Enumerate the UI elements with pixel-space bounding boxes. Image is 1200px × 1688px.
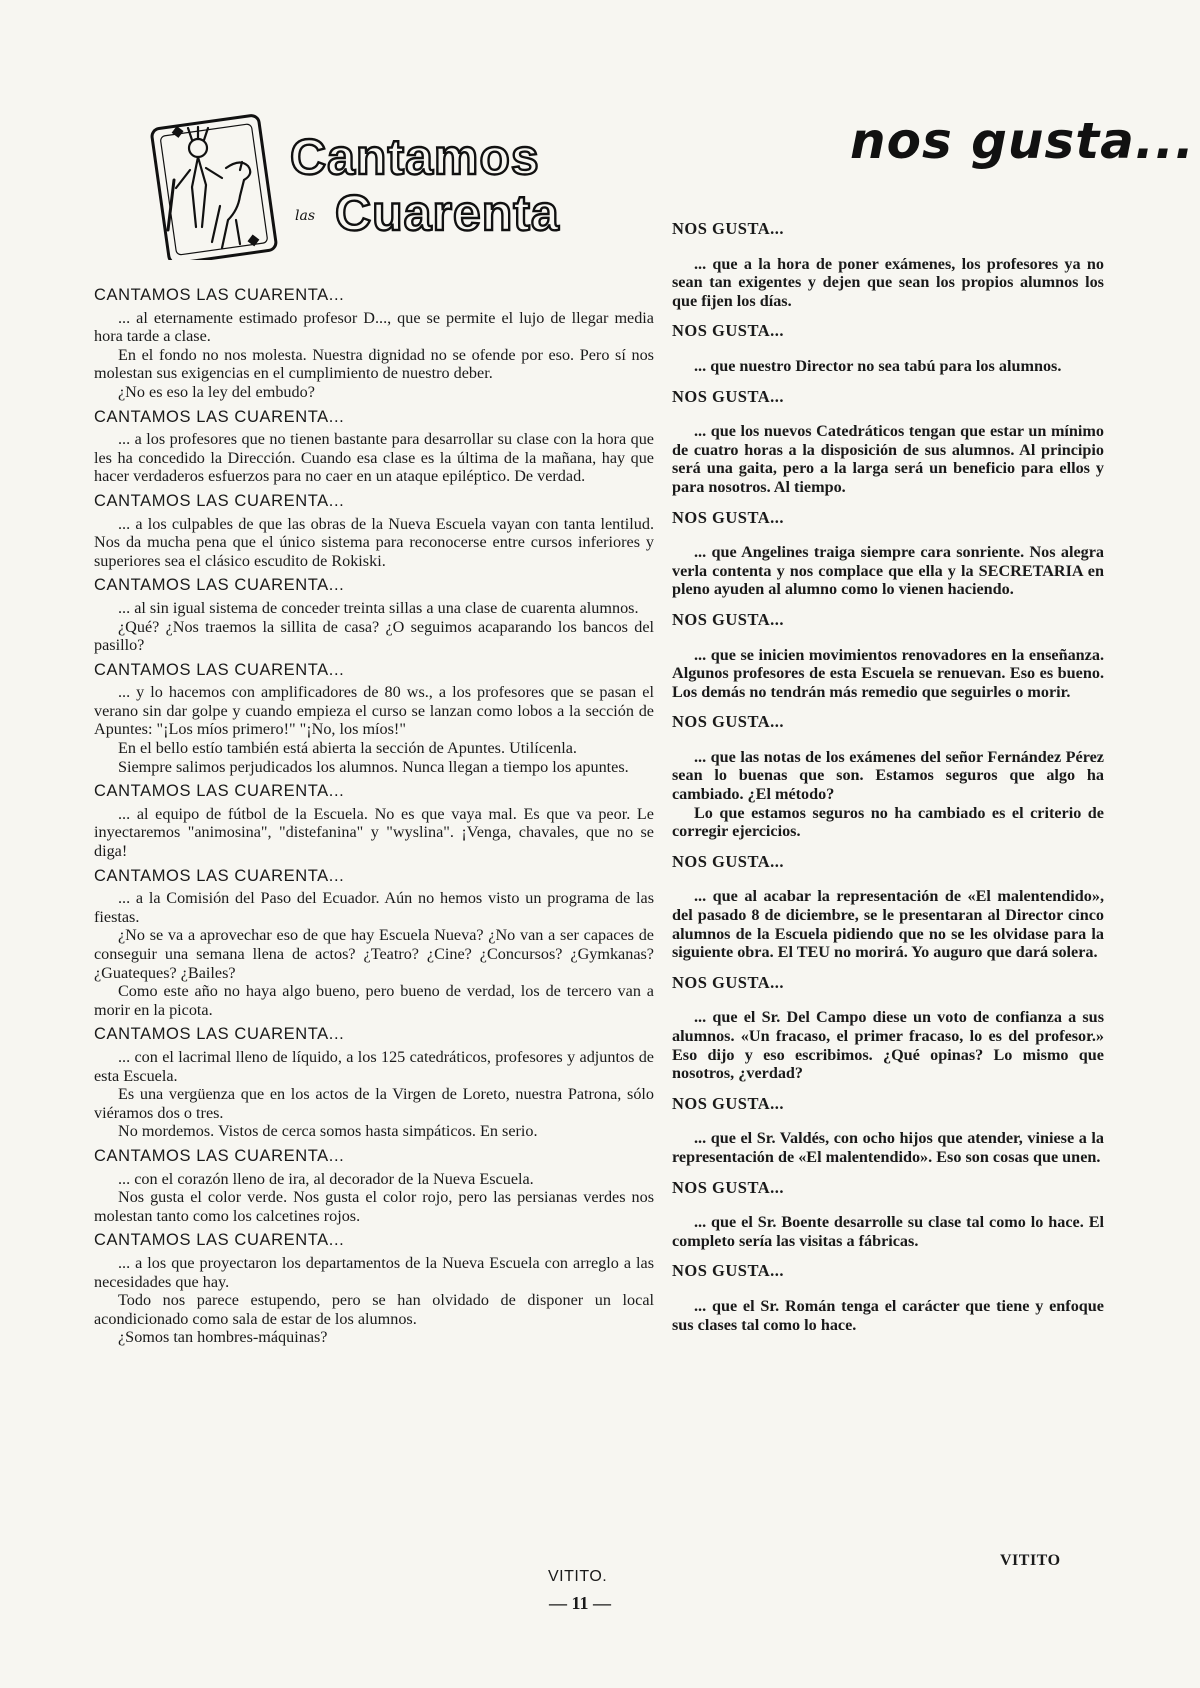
cantamos-paragraph: ¿No es eso la ley del embudo? [118,382,315,401]
cantamos-section [94,408,654,486]
header-logo [140,110,660,260]
cantamos-heading: CANTAMOS LAS CUARENTA... [94,866,345,885]
nos-gusta-heading: NOS GUSTA... [672,507,785,527]
cantamos-section [94,286,654,402]
nos-gusta-paragraph: ... que el Sr. Valdés, con ocho hijos que atender, viniese a la representación de «El malentendido». Eso son cosas que unen. [672,1129,1104,1166]
nos-gusta-section [672,1179,1104,1251]
logo-line1: Cantamos [290,129,540,185]
cantamos-paragraph: Como este año no haya algo bueno, pero bueno de verdad, los de tercero van a morir en la picota. [94,982,654,1019]
cantamos-section [94,576,654,654]
cantamos-heading: CANTAMOS LAS CUARENTA... [94,1025,345,1044]
cantamos-heading: CANTAMOS LAS CUARENTA... [94,1146,345,1165]
nos-gusta-heading: NOS GUSTA... [672,386,785,406]
nos-gusta-paragraph: ... que los nuevos Catedráticos tengan que estar un mínimo de cuatro horas a la disposición de sus alumnos. Al principio será una gaita, pero a la larga será un beneficio para ellos y para nosotros. Al tiempo. [672,422,1104,496]
cantamos-heading: CANTAMOS LAS CUARENTA... [94,407,345,426]
cantamos-paragraph: En el bello estío también está abierta la sección de Apuntes. Utilícenla. [118,739,577,758]
cantamos-paragraph: ... y lo hacemos con amplificadores de 80 ws., a los profesores que se pasan el verano sin dar golpe y cuando empieza el curso se lanzan como lobos a la sección de Apuntes: "¡Los míos primero!" "¡No, los míos!" [94,683,654,739]
cantamos-section [94,782,654,860]
nos-gusta-heading: NOS GUSTA... [672,851,785,871]
nos-gusta-heading: NOS GUSTA... [672,1177,785,1197]
cantamos-paragraph: ... a los profesores que no tienen bastante para desarrollar su clase con la hora que les ha concedido la Dirección. Cuando esa clase es la última de la mañana, hay que hacer verdaderos esfuerzos para no caer en un ataque epiléptico. De verdad. [94,430,654,486]
cantamos-paragraph: ... al eternamente estimado profesor D..., que se permite el lujo de llegar media hora tarde a clase. [94,308,654,346]
cantamos-paragraph: ... con el lacrimal lleno de líquido, a los 125 catedráticos, profesores y adjuntos de esta Escuela. [94,1047,654,1085]
cantamos-paragraph: ¿No se va a aprovechar eso de que hay Escuela Nueva? ¿No van a ser capaces de conseguir una semana llena de actos? ¿Teatro? ¿Cine? ¿Concursos? ¿Gymkanas? ¿Guateques? ¿Bailes? [94,926,654,982]
cantamos-paragraph: ... a la Comisión del Paso del Ecuador. Aún no hemos visto un programa de las fiestas. [94,889,654,926]
cantamos-paragraph: ... al equipo de fútbol de la Escuela. No es que vaya mal. Es que va peor. Le inyectaremos "animosina", "distefanina" y "wyslina". ¡Venga, chavales, que no se diga! [94,804,654,861]
cantamos-paragraph: Todo nos parece estupendo, pero se han olvidado de disponer un local acondicionado como sala de estar de los alumnos. [94,1291,654,1328]
nos-gusta-paragraph: ... que nuestro Director no sea tabú para los alumnos. [694,356,1062,375]
right-signature: VITITO [1000,1552,1061,1569]
cantamos-paragraph: ¿Somos tan hombres-máquinas? [118,1328,328,1347]
nos-gusta-paragraph: Lo que estamos seguros no ha cambiado es el criterio de corregir ejercicios. [672,803,1104,841]
nos-gusta-section [672,388,1104,497]
left-column [94,280,654,1349]
nos-gusta-section [672,974,1104,1083]
right-column [672,220,1104,1346]
cantamos-paragraph: ... al sin igual sistema de conceder treinta sillas a una clase de cuarenta alumnos. [118,598,639,617]
nos-gusta-paragraph: ... que Angelines traiga siempre cara sonriente. Nos alegra verla contenta y nos complace que ella y la SECRETARIA en pleno ayuden al alumno como lo vienen haciendo. [672,543,1104,599]
cantamos-paragraph: Nos gusta el color verde. Nos gusta el color rojo, pero las persianas verdes nos molestan tanto como los calcetines rojos. [94,1188,654,1225]
nos-gusta-paragraph: ... que se inicien movimientos renovadores en la enseñanza. Algunos profesores de esta Escuela se renuevan. Eso es bueno. Los demás no tendrán más remedio que seguirles o morir. [672,645,1104,701]
nos-gusta-paragraph: ... que el Sr. Del Campo diese un voto de confianza a sus alumnos. «Un fracaso, el primer fracaso, lo es del profesor.» Eso dijo y eso escribimos. ¿Qué opinas? Lo mismo que nosotros, ¿verdad? [672,1008,1104,1083]
page-number: — 11 — [549,1593,612,1613]
cantamos-paragraph: No mordemos. Vistos de cerca somos hasta simpáticos. En serio. [118,1122,538,1141]
nos-gusta-section [672,611,1104,701]
left-signature: VITITO. [548,1568,608,1585]
nos-gusta-heading: NOS GUSTA... [672,712,785,732]
cantamos-section [94,661,654,777]
cantamos-section [94,1147,654,1225]
cantamos-paragraph: ¿Qué? ¿Nos traemos la sillita de casa? ¿O seguimos acaparando los bancos del pasillo? [94,617,654,655]
nos-gusta-heading: NOS GUSTA... [672,1261,785,1281]
nos-gusta-heading: NOS GUSTA... [672,219,785,238]
cantamos-paragraph: ... a los culpables de que las obras de la Nueva Escuela vayan con tanta lentilud. Nos da mucha pena que el único sistema para reconocerse entre cursos inferiores y superiores sea el clásico escudito de Rokiski. [94,514,654,570]
nos-gusta-paragraph: ... que el Sr. Román tenga el carácter que tiene y enfoque sus clases tal como lo hace. [672,1296,1104,1334]
cantamos-heading: CANTAMOS LAS CUARENTA... [94,576,345,595]
cantamos-heading: CANTAMOS LAS CUARENTA... [94,286,345,304]
nos-gusta-paragraph: ... que a la hora de poner exámenes, los profesores ya no sean tan exigentes y dejen que sean los propios alumnos los que fijen los días. [672,254,1104,310]
cantamos-paragraph: En el fondo no nos molesta. Nuestra dignidad no se ofende por eso. Pero sí nos molestan sus exigencias en el cumplimiento de nuestro deber. [94,345,654,383]
right-column-title: nos gusta... [850,112,1195,170]
cantamos-section [94,1231,654,1347]
nos-gusta-section [672,713,1104,841]
nos-gusta-heading: NOS GUSTA... [672,1093,785,1113]
logo-small: las [295,208,316,224]
nos-gusta-paragraph: ... que al acabar la representación de «El malentendido», del pasado 8 de diciembre, se le presentaran al Director cinco alumnos de la Escuela pidiendo que no se les olvidase para la siguiente obra. El TEU no morirá. Yo auguro que dará solera. [672,887,1104,962]
nos-gusta-paragraph: ... que el Sr. Boente desarrolle su clase tal como lo hace. El completo sería las visitas a fábricas. [672,1213,1104,1250]
nos-gusta-heading: NOS GUSTA... [672,321,785,341]
nos-gusta-heading: NOS GUSTA... [672,609,785,629]
cantamos-heading: CANTAMOS LAS CUARENTA... [94,782,345,801]
nos-gusta-section [672,1095,1104,1167]
nos-gusta-paragraph: ... que las notas de los exámenes del señor Fernández Pérez sean lo buenas que son. Estamos seguros que algo ha cambiado. ¿El método? [672,747,1104,804]
cantamos-section [94,1025,654,1141]
nos-gusta-section [672,509,1104,599]
nos-gusta-heading: NOS GUSTA... [672,972,785,992]
nos-gusta-section [672,1262,1104,1334]
nos-gusta-section [672,853,1104,962]
cantamos-paragraph: ... a los que proyectaron los departamentos de la Nueva Escuela con arreglo a las necesidades que hay. [94,1253,654,1291]
cantamos-heading: CANTAMOS LAS CUARENTA... [94,660,345,679]
cantamos-paragraph: Siempre salimos perjudicados los alumnos. Nunca llegan a tiempo los apuntes. [118,757,629,776]
nos-gusta-section [672,322,1104,375]
playing-card-knight-icon [140,110,660,260]
cantamos-section [94,492,654,570]
cantamos-paragraph: Es una vergüenza que en los actos de la Virgen de Loreto, nuestra Patrona, sólo viéramos dos o tres. [94,1085,654,1122]
cantamos-heading: CANTAMOS LAS CUARENTA... [94,491,345,510]
cantamos-heading: CANTAMOS LAS CUARENTA... [94,1231,345,1250]
cantamos-paragraph: ... con el corazón lleno de ira, al decorador de la Nueva Escuela. [118,1169,534,1188]
cantamos-section [94,867,654,1020]
nos-gusta-section [672,220,1104,310]
logo-line2: Cuarenta [335,185,560,241]
